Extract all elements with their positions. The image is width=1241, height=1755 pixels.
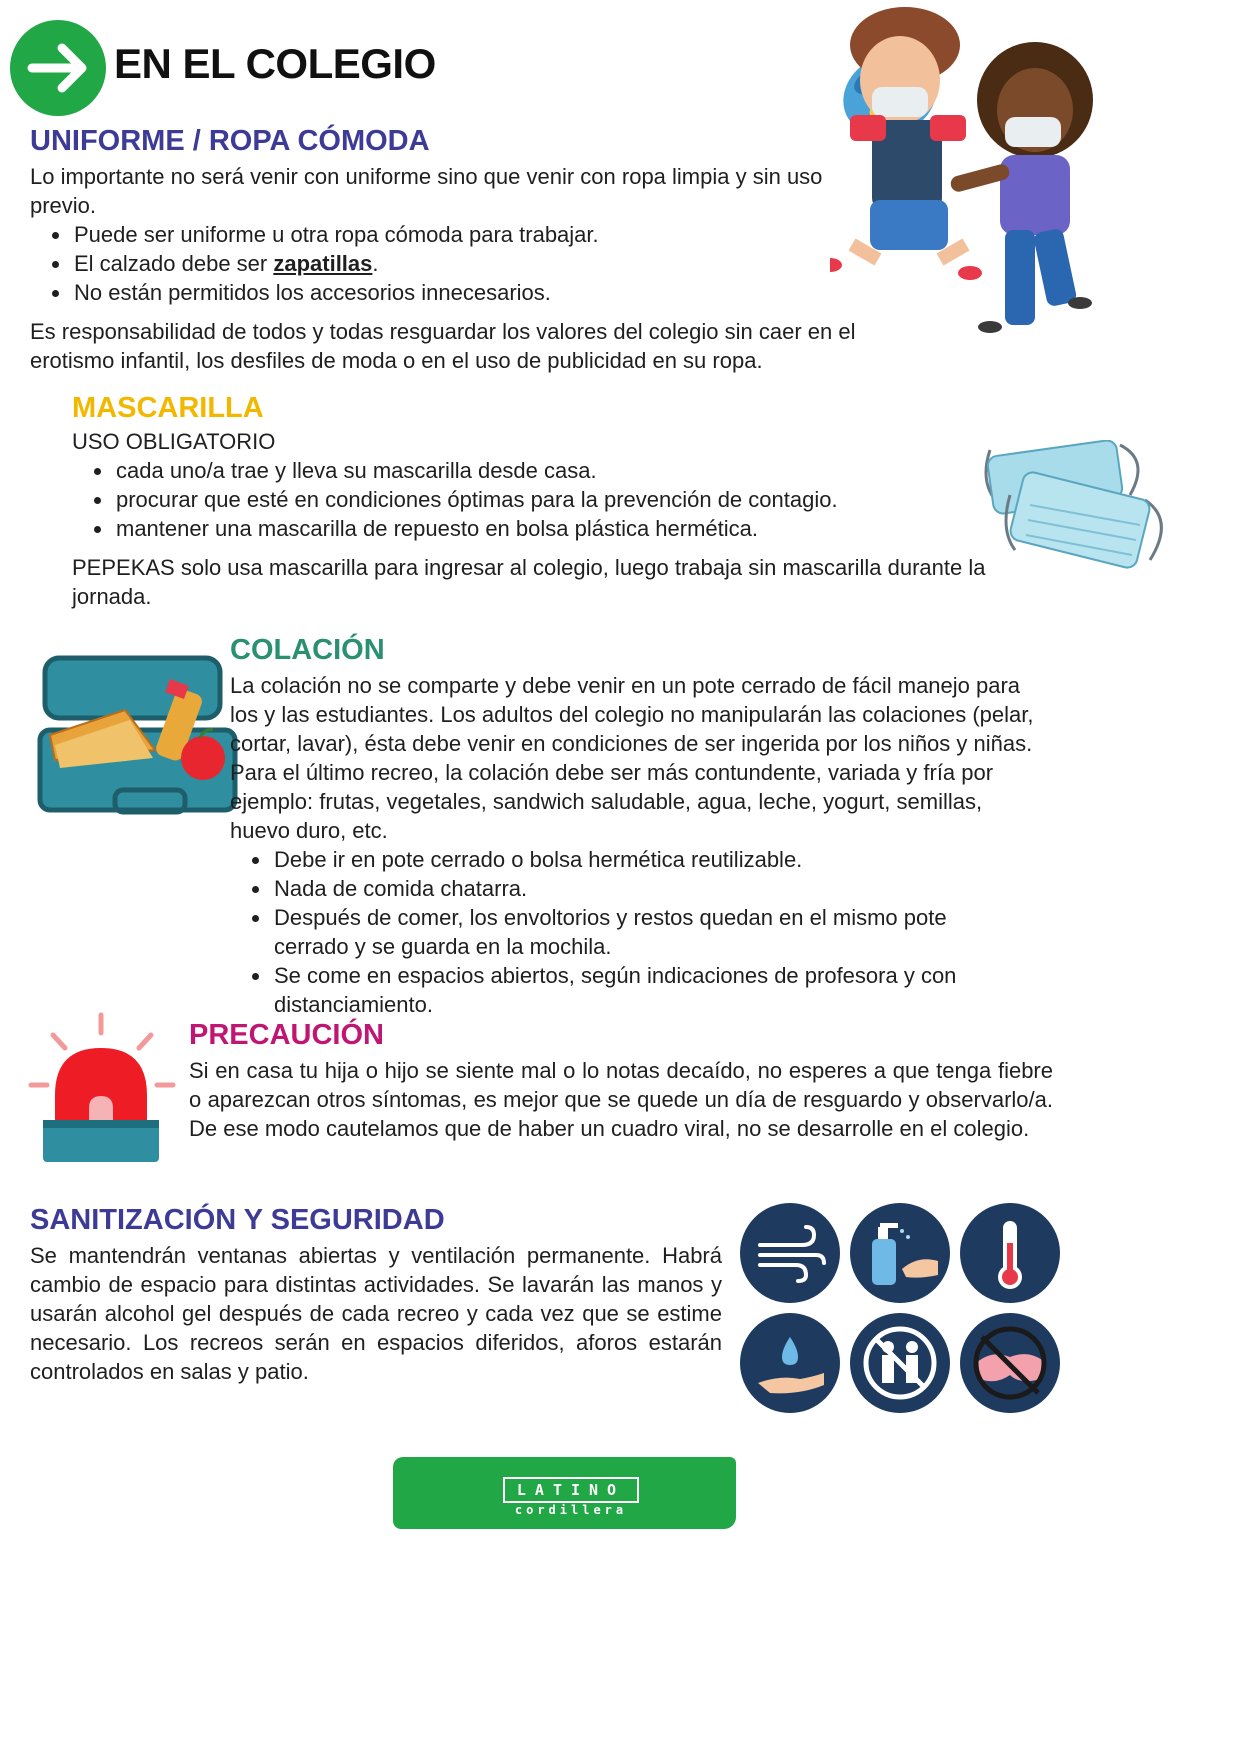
logo-main-text: LATINO (516, 1481, 626, 1499)
lunchbox-icon (40, 658, 235, 812)
section-mascarilla (72, 393, 1062, 611)
section-title-sanitizacion: SANITIZACIÓN Y SEGURIDAD (30, 1204, 445, 1236)
hand-wash-icon (740, 1313, 840, 1413)
uniforme-intro: Lo importante no será venir con uniforme sino que venir con ropa limpia y sin uso previo. (30, 163, 823, 218)
list-item: • No están permitidos los accesorios innecesarios. (72, 278, 890, 307)
section-precaucion (189, 1020, 1053, 1143)
arrow-right-icon (10, 20, 106, 116)
uniforme-bullets (30, 220, 890, 307)
page-title: EN EL COLEGIO (114, 40, 436, 87)
list-item: • procurar que esté en condiciones óptimas para la prevención de contagio. (114, 485, 1062, 514)
section-colacion (230, 635, 1045, 1019)
no-handshake-icon (960, 1313, 1060, 1413)
section-sanitizacion (30, 1205, 722, 1386)
list-item: • El calzado debe ser zapatillas. (72, 249, 890, 278)
hand-sanitizer-icon (850, 1203, 950, 1303)
section-title-colacion: COLACIÓN (230, 634, 385, 666)
logo-main-box (503, 1477, 639, 1503)
alarm-light-illustration (25, 1010, 185, 1170)
list-item: • Nada de comida chatarra. (272, 874, 1045, 903)
list-item: • Se come en espacios abiertos, según indicaciones de profesora y con distanciamiento. (272, 961, 994, 1019)
wind-icon (740, 1203, 840, 1303)
list-item: • cada uno/a trae y lleva su mascarilla desde casa. (114, 456, 1062, 485)
uniforme-note: Es responsabilidad de todos y todas resguardar los valores del colegio sin caer en el erotismo infantil, los desfiles de moda o en el uso de publicidad en su ropa. (30, 318, 856, 373)
section-title-uniforme: UNIFORME / ROPA CÓMODA (30, 125, 430, 157)
list-item: • Puede ser uniforme u otra ropa cómoda para trabajar. (72, 220, 890, 249)
list-item: • mantener una mascarilla de repuesto en bolsa plástica hermética. (114, 514, 1062, 543)
lunchbox-illustration (35, 650, 240, 825)
sanitization-icons-grid (740, 1203, 1070, 1433)
sanitizacion-text: Se mantendrán ventanas abiertas y ventilación permanente. Habrá cambio de espacio para distintas actividades. Se lavarán las manos y usarán alcohol gel después de cada recreo y cada vez que se estime necesario. Los recreos serán en espacios diferidos, aforos estarán controlados en salas y patio. (30, 1242, 722, 1384)
alarm-light-icon (31, 1015, 173, 1162)
zapatillas-emphasis: zapatillas (273, 250, 373, 276)
list-item: • Después de comer, los envoltorios y restos quedan en el mismo pote cerrado y se guarda en la mochila. (272, 903, 994, 961)
mascarilla-subtitle: USO OBLIGATORIO (72, 428, 276, 454)
thermometer-icon (960, 1203, 1060, 1303)
header (10, 20, 570, 120)
colacion-bullets (230, 845, 1045, 1019)
section-title-precaucion: PRECAUCIÓN (189, 1019, 384, 1051)
mascarilla-note: PEPEKAS solo usa mascarilla para ingresar al colegio, luego trabaja sin mascarilla durante la jornada. (72, 554, 986, 609)
list-item: • Debe ir en pote cerrado o bolsa hermética reutilizable. (272, 845, 1045, 874)
footer-logo (393, 1457, 736, 1529)
section-uniforme (30, 126, 890, 375)
no-contact-icon (850, 1313, 950, 1413)
colacion-text: La colación no se comparte y debe venir en un pote cerrado de fácil manejo para los y las estudiantes. Los adultos del colegio no manipularán las colaciones (pelar, cortar, lavar), ésta debe venir en condiciones de ser ingerida por los niños y niñas. Para el último recreo, la colación debe ser más contundente, variada y fría por ejemplo: frutas, vegetales, sandwich saludable, agua, leche, yogurt, semillas, huevo duro, etc. (230, 672, 1034, 843)
precaucion-text: Si en casa tu hija o hijo se siente mal o lo notas decaído, no esperes a que tenga fiebre o aparezcan otros síntomas, es mejor que se quede un día de resguardo y observarlo/a. De ese modo cautelamos que de haber un cuadro viral, no se desarrolle en el colegio. (189, 1057, 1053, 1141)
kids-with-masks-illustration (830, 5, 1230, 350)
mascarilla-bullets (72, 456, 1062, 543)
logo-sub-text: cordillera (514, 1503, 628, 1517)
section-title-mascarilla: MASCARILLA (72, 392, 264, 424)
